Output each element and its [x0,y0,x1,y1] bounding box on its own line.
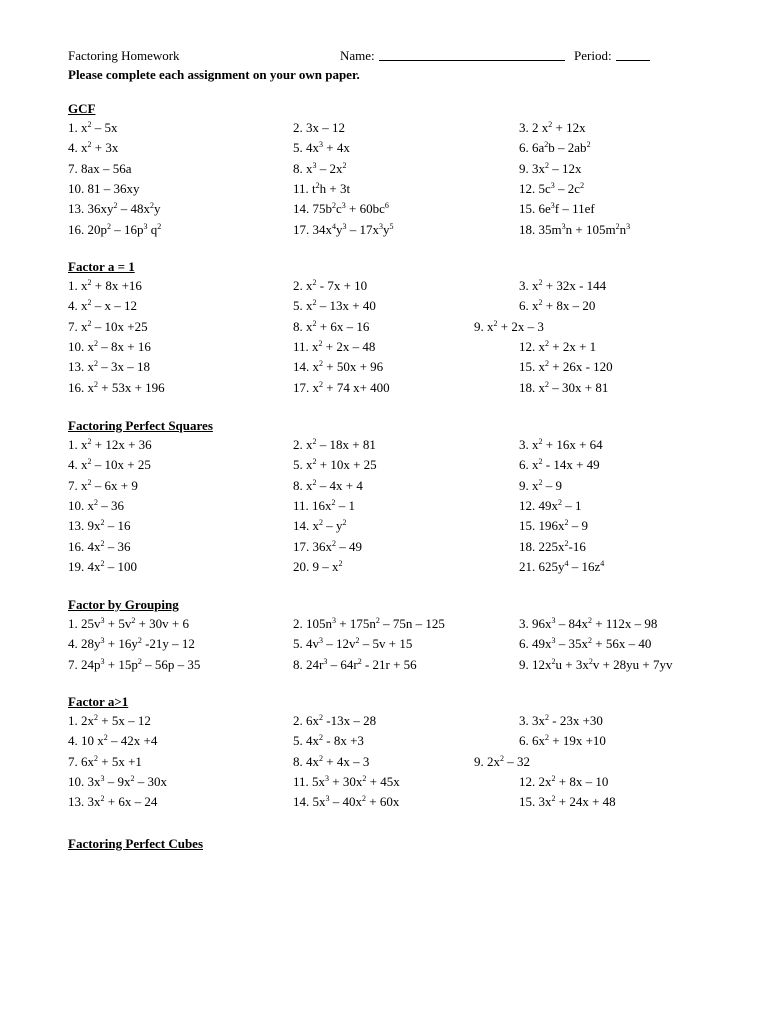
exponent: 3 [332,616,336,625]
exponent: 2 [558,497,562,507]
problem-item: 6. $6x^2 + 19x +10$ [519,733,606,749]
problem-row [68,140,748,160]
exponent: 2 [615,221,620,231]
problem-item: 4. $28y^3 + 16y^2$ -21y – 12 [68,636,195,652]
exponent: 2 [538,298,543,308]
problem-item: 5. $4x^2 - 8x +3$ [293,733,364,749]
problem-item: 11. $x^2 + 2x - 48$ [293,338,376,354]
exponent: 2 [137,656,142,666]
exponent: 2 [103,733,108,743]
exponent: 2 [312,298,317,308]
exponent: 6 [384,201,389,211]
problem-item: 15. $x^2 + 26x - 120$ [519,359,613,375]
exponent: 2 [564,518,569,528]
exponent: 2 [113,201,118,211]
exponent: 2 [150,201,154,211]
problem-row [68,278,748,298]
problem-item: 2. $105n^3 + 175n^2 - 75n - 125$ [293,616,445,631]
problem-item: 15. $6e^3f - 11ef$ [519,201,595,217]
problem-item: 16. $4x^2 - 36$ [68,538,131,554]
exponent: 2 [94,497,98,507]
exponent: 2 [586,140,591,150]
problem-item: 18. $225x^2-16$ [519,538,586,554]
problem-item: 17. $x^2 + 74$ x+ 400 [293,379,390,395]
problem-row [68,498,748,518]
exponent: 2 [564,538,569,548]
worksheet-title: Factoring Homework [68,48,180,63]
exponent: 2 [580,180,585,190]
problem-item: 17. $36x^2 - 49$ [293,538,362,554]
problem-item: 15. $3x^2 + 24x + 48$ [519,794,616,810]
exponent: 3 [100,616,105,625]
exponent: 2 [357,656,362,666]
exponent: 2 [87,318,92,328]
problem-item: 9. $x^2 - 9$ [519,477,562,493]
problem-item: 13. $x^2 - 3x - 18$ [68,359,150,375]
exponent: 2 [544,140,549,150]
problem-item: 11. $t^2h + 3t$ [293,180,351,196]
problem-item: 16. $x^2 + 53x + 196$ [68,379,165,395]
problem-item: 10. $3x^3 - 9x^2 - 30x$ [68,773,167,789]
exponent: 2 [312,477,317,487]
problem-item: 12. $49x^2 - 1$ [519,497,582,513]
exponent: 2 [545,733,549,743]
problem-item: 3. $x^2 + 32x - 144$ [519,278,607,293]
exponent: 2 [157,221,162,231]
problem-row [68,319,748,339]
problem-row [68,478,748,498]
exponent: 2 [87,298,92,308]
exponent: 2 [130,773,135,783]
exponent: 3 [323,656,328,666]
exponent: 2 [87,120,92,129]
exponent: 2 [342,518,347,528]
exponent: 2 [319,713,323,722]
problem-item: 4. 10 $x^2 - 42x +4$ [68,733,158,749]
problem-item: 1. $2x^2 + 5x - 12$ [68,713,151,728]
exponent: 3 [561,221,566,231]
exponent: 2 [319,379,323,389]
exponent: 2 [94,359,98,369]
problem-item: 2. 3x – 12 [293,120,345,135]
problem-item: 12. $x^2 + 2x + 1$ [519,338,597,354]
problem-item: 7. $24p^3 + 15p^2 - 56p - 35$ [68,656,201,672]
problem-item: 14. $5x^3 - 40x^2 + 60x$ [293,794,400,810]
problem-item: 10. 81 – 36xy [68,180,140,196]
exponent: 2 [100,538,105,548]
problem-item: 5. $x^2 - 13x + 40$ [293,298,376,314]
period-field [574,48,612,64]
exponent: 2 [332,201,336,211]
exponent: 2 [331,497,336,507]
problem-row [68,657,748,677]
problem-item: 4. $x^2 - 10x + 25$ [68,457,151,473]
exponent: 3 [626,221,631,231]
exponent: 2 [312,437,317,446]
problem-row [68,794,748,814]
problem-row [68,201,748,221]
exponent: 2 [545,379,549,389]
exponent: 3 [550,201,555,211]
problem-item: 12. $5c^3 - 2c^2$ [519,180,585,196]
exponent: 2 [493,318,498,328]
exponent: 2 [342,160,347,170]
section-title: Factoring Perfect Squares [68,418,213,433]
exponent: 2 [87,477,92,487]
problem-item: 2. $x^2 - 18x + 81$ [293,437,376,452]
exponent: 2 [315,180,320,190]
period-label: Period: [574,48,612,63]
worksheet-header [68,48,748,66]
problem-item: 1. $x^2 - 5x$ [68,120,118,135]
section-title: Factoring Perfect Cubes [68,836,204,851]
exponent: 2 [362,773,367,783]
problem-item: 3. 2 $x^2 + 12x$ [519,120,586,135]
problem-item: 8. $x^2 + 6x - 16$ [293,318,370,334]
problem-item: 6. $x^2 - 14x + 49$ [519,457,600,473]
exponent: 2 [538,437,543,446]
problem-row [68,754,748,774]
exponent: 2 [545,160,549,170]
problem-item: 7. $x^2 - 10x +25$ [68,318,148,334]
exponent: 2 [87,437,92,446]
section-title: Factor a>1 [68,694,129,709]
exponent: 2 [588,656,593,666]
name-blank-line [379,48,565,61]
exponent: 3 [342,221,347,231]
exponent: 2 [355,636,360,646]
exponent: 2 [318,338,323,348]
exponent: 2 [107,221,111,231]
exponent: 2 [312,457,317,467]
problem-row [68,298,748,318]
problem-item: 9. $x^2 + 2x - 3$ [474,318,544,334]
problem-row [68,380,748,400]
problem-item: 7. 8ax – 56a [68,160,132,176]
problem-item: 3. $x^2 + 16x + 64$ [519,437,603,452]
exponent: 2 [100,518,105,528]
problem-row [68,774,748,794]
problem-item: 19. $4x^2 - 100$ [68,558,137,574]
instructions: Please complete each assignment on your own paper. [68,67,360,82]
exponent: 3 [100,773,105,783]
problem-item: 14. $x^2 + 50x + 96$ [293,359,384,375]
exponent: 2 [375,616,380,625]
name-field [340,48,375,64]
problem-item: 3. $96x^3 - 84x^2 + 112x - 98$ [519,616,658,631]
exponent: 2 [100,558,105,568]
problem-item: 8. $x^2 - 4x + 4$ [293,477,363,493]
problem-item: 1. $x^2 + 8x +16$ [68,278,142,293]
problem-row [68,636,748,656]
exponent: 3 [551,616,556,625]
problem-item: 6. $x^2 + 8x - 20$ [519,298,596,314]
problem-item: 4. $x^2$ – x – 12 [68,298,137,314]
exponent: 2 [551,794,556,804]
exponent: 3 [319,140,323,150]
problem-item: 15. $196x^2 - 9$ [519,518,588,534]
problem-item: 3. $3x^2 - 23x +30$ [519,713,603,728]
problem-item: 18. $35m^3n + 105m^2n^3$ [519,221,631,237]
problem-item: 6. $6a^2b - 2ab^2$ [519,140,591,156]
exponent: 2 [87,457,92,467]
problem-item: 5. $4v^3 - 12v^2 - 5v + 15$ [293,636,413,652]
problem-item: 7. $6x^2 + 5x +1$ [68,753,142,769]
section-title: GCF [68,101,96,116]
exponent: 3 [100,656,105,666]
exponent: 2 [319,753,323,763]
problem-item: 6. $49x^3 - 35x^2 + 56x - 40$ [519,636,652,652]
problem-item: 12. $2x^2 + 8x - 10$ [519,773,609,789]
problem-item: 9. $12x^2u + 3x^2v + 28yu + 7yv$ [519,656,673,672]
problem-item: 14. $75b^2c^3 + 60bc^6$ [293,201,389,217]
problem-item: 9. $3x^2 - 12x$ [519,160,582,176]
problem-item: 20. $9 - x^2$ [293,558,343,574]
exponent: 2 [137,636,142,646]
exponent: 3 [325,773,330,783]
exponent: 2 [362,794,366,804]
problem-row [68,359,748,379]
exponent: 2 [131,616,136,625]
exponent: 2 [538,278,543,287]
problem-item: 10. $x^2 - 8x + 16$ [68,338,151,354]
exponent: 2 [332,538,336,548]
problem-row [68,457,748,477]
exponent: 2 [588,616,592,625]
exponent: 2 [94,379,98,389]
problem-item: 5. $x^2 + 10x + 25$ [293,457,377,473]
exponent: 2 [545,338,549,348]
exponent: 2 [87,140,92,150]
exponent: 2 [545,359,549,369]
exponent: 4 [600,558,605,568]
exponent: 3 [550,180,555,190]
problem-row [68,181,748,201]
exponent: 2 [588,636,592,646]
exponent: 2 [551,656,556,666]
exponent: 3 [143,221,148,231]
exponent: 2 [319,518,323,528]
problem-item: 2. $6x^2$ -13x – 28 [293,713,377,728]
exponent: 3 [379,221,383,231]
problem-item: 8. $24r^3 - 64r^2 - 21r + 56$ [293,656,417,672]
exponent: 2 [319,733,323,743]
section-title: Factor a = 1 [68,259,135,274]
problem-row [68,616,748,636]
exponent: 2 [538,477,543,487]
exponent: 2 [100,794,105,804]
exponent: 4 [564,558,569,568]
exponent: 2 [87,278,92,287]
problem-item: 10. $x^2 - 36$ [68,497,124,513]
problem-row [68,559,748,579]
problem-item: 8. $x^3 - 2x^2$ [293,160,347,176]
exponent: 2 [538,457,543,467]
problem-row [68,713,748,733]
exponent: 4 [332,221,336,231]
problem-item: 1. $x^2 + 12x + 36$ [68,437,152,452]
exponent: 2 [319,359,323,369]
problem-row [68,733,748,753]
problem-item: 17. $34x^4y^3 - 17x^3y^5$ [293,221,394,237]
problem-item: 2. $x^2 - 7x + 10$ [293,278,368,293]
problem-item: 8. $4x^2 + 4x - 3$ [293,753,370,769]
problem-item: 13. $36xy^2 - 48x^2y$ [68,201,161,217]
problem-row [68,339,748,359]
period-blank-line [616,48,650,61]
exponent: 2 [338,558,343,568]
problem-item: 7. $x^2 - 6x + 9$ [68,477,138,493]
problem-row [68,222,748,242]
exponent: 3 [341,201,346,211]
exponent: 3 [319,636,323,646]
problem-item: 16. $20p^2 - 16p^3$ $q^2$ [68,221,162,237]
problem-row [68,539,748,559]
problem-item: 4. $x^2 + 3x$ [68,140,119,156]
problem-item: 13. $3x^2 + 6x - 24$ [68,794,158,810]
exponent: 3 [312,160,317,170]
exponent: 5 [389,221,394,231]
exponent: 3 [325,794,330,804]
problem-item: 11. $16x^2 - 1$ [293,497,356,513]
exponent: 2 [548,120,553,129]
exponent: 2 [312,278,317,287]
problem-item: 18. $x^2 - 30x + 81$ [519,379,609,395]
exponent: 2 [312,318,317,328]
problem-item: 9. $2x^2 - 32$ [474,753,530,769]
exponent: 3 [551,636,556,646]
section-title: Factor by Grouping [68,597,179,612]
problem-row [68,437,748,457]
exponent: 2 [94,713,98,722]
problem-item: 1. $25v^3 + 5v^2 + 30v + 6$ [68,616,190,631]
exponent: 2 [551,773,556,783]
problem-row [68,161,748,181]
problem-item: 5. $4x^3 + 4x$ [293,140,350,156]
exponent: 2 [94,753,98,763]
exponent: 3 [100,636,105,646]
problem-row [68,518,748,538]
problem-row [68,120,748,140]
name-label: Name: [340,48,375,63]
exponent: 2 [500,753,504,763]
problem-item: 11. $5x^3 + 30x^2 + 45x$ [293,773,400,789]
problem-item: 14. $x^2 - y^2$ [293,518,347,534]
problem-item: 21. $625y^4 - 16z^4$ [519,558,605,574]
problem-item: 13. $9x^2 - 16$ [68,518,131,534]
exponent: 2 [94,338,98,348]
exponent: 2 [545,713,549,722]
